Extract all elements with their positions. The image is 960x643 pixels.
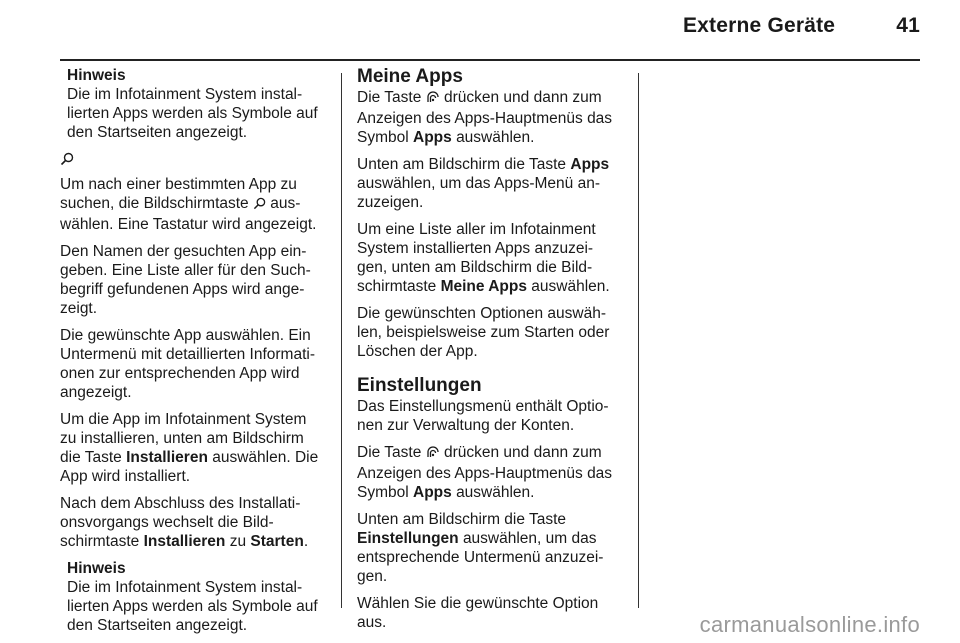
section-heading-meine-apps: Meine Apps bbox=[357, 66, 463, 87]
button-term: Starten bbox=[250, 533, 304, 550]
text-line: den Startseiten angezeigt. bbox=[67, 617, 248, 634]
text-line: lierten Apps werden als Symbole auf bbox=[67, 105, 318, 122]
button-term: Installieren bbox=[143, 533, 226, 550]
paragraph bbox=[60, 242, 330, 318]
text-line: auswählen. bbox=[531, 278, 610, 295]
text-line: App wird installiert. bbox=[60, 468, 191, 485]
column-divider bbox=[341, 73, 342, 608]
text-line: drücken und dann zum bbox=[443, 444, 602, 461]
paragraph bbox=[357, 397, 629, 435]
text-line: Symbol bbox=[357, 129, 409, 146]
paragraph bbox=[60, 175, 330, 234]
search-icon bbox=[60, 152, 74, 171]
text-line: angezeigt. bbox=[60, 384, 132, 401]
text-line: Die im Infotainment System instal- bbox=[67, 86, 303, 103]
text-line: auswählen. bbox=[456, 129, 535, 146]
paragraph bbox=[357, 88, 629, 147]
text-line: wählen. Eine Tastatur wird angezeigt. bbox=[60, 216, 317, 233]
text-line: onsvorgangs wechselt die Bild- bbox=[60, 514, 274, 531]
paragraph bbox=[60, 494, 330, 551]
text-line: . bbox=[303, 533, 309, 550]
text-line: Symbol bbox=[357, 484, 409, 501]
text-line: Löschen der App. bbox=[357, 343, 478, 360]
text-line: entsprechende Untermenü anzuzei- bbox=[357, 549, 604, 566]
note-heading: Hinweis bbox=[67, 560, 126, 577]
text-line: auswählen, um das bbox=[462, 530, 597, 547]
text-line: Die gewünschte App auswählen. Ein bbox=[60, 327, 311, 344]
paragraph bbox=[60, 326, 330, 402]
section-heading-einstellungen: Einstellungen bbox=[357, 375, 482, 396]
text-line: aus- bbox=[270, 195, 301, 212]
text-line: zu bbox=[229, 533, 247, 550]
note-heading: Hinweis bbox=[67, 67, 126, 84]
text-line: suchen, die Bildschirmtaste bbox=[60, 195, 249, 212]
text-line: schirmtaste bbox=[60, 533, 140, 550]
text-line: lierten Apps werden als Symbole auf bbox=[67, 598, 318, 615]
text-line: den Startseiten angezeigt. bbox=[67, 124, 248, 141]
watermark: carmanualsonline.info bbox=[699, 612, 920, 637]
apps-icon bbox=[426, 445, 440, 464]
text-line: zuzeigen. bbox=[357, 194, 424, 211]
search-symbol-line bbox=[60, 150, 330, 169]
paragraph bbox=[357, 510, 629, 586]
text-line: nen zur Verwaltung der Konten. bbox=[357, 417, 575, 434]
text-line: Unten am Bildschirm die Taste bbox=[357, 511, 567, 528]
text-line: Wählen Sie die gewünschte Option bbox=[357, 595, 599, 612]
text-line: gen, unten am Bildschirm die Bild- bbox=[357, 259, 593, 276]
text-line: onen zur entsprechenden App wird bbox=[60, 365, 300, 382]
paragraph bbox=[357, 304, 629, 361]
column-middle bbox=[357, 66, 629, 640]
button-term: Apps bbox=[413, 129, 452, 146]
paragraph bbox=[357, 220, 629, 296]
button-term: Apps bbox=[570, 156, 610, 173]
text-line: Das Einstellungsmenü enthält Optio- bbox=[357, 398, 609, 415]
button-term: Installieren bbox=[126, 449, 208, 466]
note-box bbox=[67, 559, 330, 635]
text-line: auswählen. bbox=[456, 484, 535, 501]
page-title: Externe Geräte bbox=[682, 14, 836, 37]
note-box bbox=[67, 66, 330, 142]
text-line: zu installieren, unten am Bildschirm bbox=[60, 430, 304, 447]
text-line: Um die App im Infotainment System bbox=[60, 411, 307, 428]
text-line: schirmtaste bbox=[357, 278, 437, 295]
text-line: zeigt. bbox=[60, 300, 98, 317]
text-line: Nach dem Abschluss des Installati- bbox=[60, 495, 301, 512]
button-term: Meine Apps bbox=[440, 278, 527, 295]
text-line: System installierten Apps anzuzei- bbox=[357, 240, 594, 257]
text-line: Die gewünschten Optionen auswäh- bbox=[357, 305, 607, 322]
text-line: auswählen. Die bbox=[212, 449, 319, 466]
text-line: die Taste bbox=[60, 449, 122, 466]
paragraph bbox=[357, 594, 629, 632]
paragraph bbox=[60, 410, 330, 486]
text-line: Untermenü mit detaillierten Informati- bbox=[60, 346, 315, 363]
text-line: drücken und dann zum bbox=[443, 89, 602, 106]
button-term: Einstellungen bbox=[357, 530, 459, 547]
text-line: Anzeigen des Apps-Hauptmenüs das bbox=[357, 110, 613, 127]
text-line: Die im Infotainment System instal- bbox=[67, 579, 303, 596]
page-number: 41 bbox=[896, 14, 920, 37]
text-line: auswählen, um das Apps-Menü an- bbox=[357, 175, 600, 192]
text-line: begriff gefundenen Apps wird ange- bbox=[60, 281, 305, 298]
text-line: Unten am Bildschirm die Taste bbox=[357, 156, 567, 173]
text-line: geben. Eine Liste aller für den Such- bbox=[60, 262, 311, 279]
text-line: Um eine Liste aller im Infotainment bbox=[357, 221, 596, 238]
paragraph bbox=[357, 443, 629, 502]
text-line: Den Namen der gesuchten App ein- bbox=[60, 243, 307, 260]
text-line: gen. bbox=[357, 568, 388, 585]
page-header bbox=[683, 14, 920, 38]
paragraph bbox=[357, 155, 629, 212]
text-line: Anzeigen des Apps-Hauptmenüs das bbox=[357, 465, 613, 482]
text-line: Die Taste bbox=[357, 444, 422, 461]
search-icon bbox=[253, 196, 266, 215]
text-line: Die Taste bbox=[357, 89, 422, 106]
text-line: len, beispielsweise zum Starten oder bbox=[357, 324, 610, 341]
header-rule bbox=[60, 59, 920, 61]
text-line: aus. bbox=[357, 614, 387, 631]
column-divider-right bbox=[638, 73, 639, 608]
column-left bbox=[60, 66, 330, 643]
apps-icon bbox=[426, 90, 440, 109]
button-term: Apps bbox=[413, 484, 452, 501]
text-line: Um nach einer bestimmten App zu bbox=[60, 176, 297, 193]
